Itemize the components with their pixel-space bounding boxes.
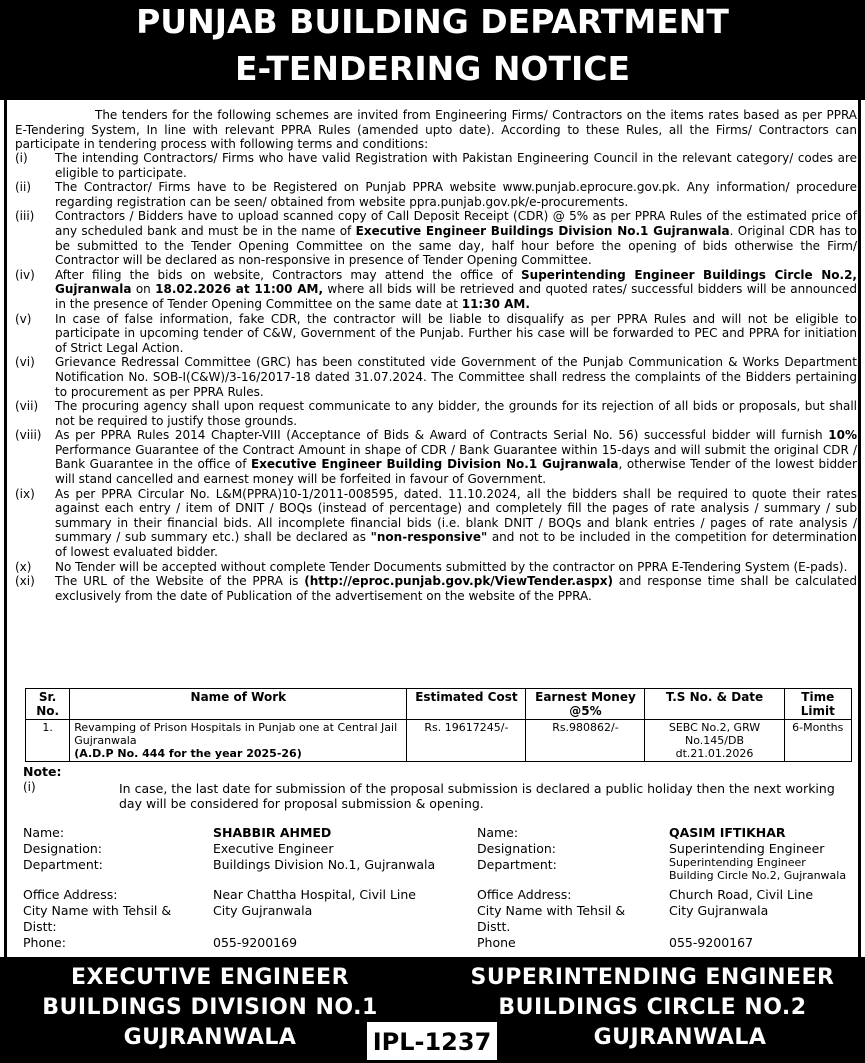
text-span: As per PPRA Circular No. L&M(PPRA)10-1/2011-008595, dated. 11.10.2024, all the bidders shall be required to quote their rates against each entry / item of DNIT / BOQs (instead of percentage) and completely fill the pages of rate analysis / summary / sub summary in their financial bids. All incomplete financial bids (i.e. blank DNIT / BOQs and blank entries / pages of rate analysis / summary / sub summary etc.) shall be declared as (55, 486, 857, 545)
condition-number: (x) (15, 559, 32, 574)
note-text: In case, the last date for submission of the proposal submission is declared a public holiday then the next working day will be considered for proposal submission & opening. (119, 781, 835, 811)
right-officer-name: QASIM IFTIKHAR (669, 825, 786, 840)
left-phone: 055-9200169 (213, 935, 298, 950)
right-city: City Gujranwala (669, 903, 769, 918)
label-phone: Phone (477, 935, 516, 950)
label-designation: Designation: (477, 841, 556, 856)
condition-item (15, 428, 857, 486)
url-link[interactable]: (http://eproc.punjab.gov.pk/ViewTender.aspx) (304, 574, 613, 589)
condition-number: (v) (15, 311, 32, 326)
condition-item (15, 574, 857, 603)
footer-left-line-2: BUILDINGS DIVISION NO.1 (42, 995, 378, 1020)
text-span: After filing the bids on website, Contractors may attend the office of (55, 267, 522, 282)
condition-text (55, 209, 857, 267)
label-office-address: Office Address: (477, 887, 572, 902)
left-city: City Gujranwala (213, 903, 313, 918)
notice-body (4, 100, 861, 957)
condition-number: (iv) (15, 267, 35, 282)
label-name: Name: (23, 825, 65, 840)
bold-span: Superintending Engineer Buildings Circle No.2, Gujranwala (55, 267, 857, 297)
header-ts-no-date: T.S No. & Date (645, 689, 784, 720)
notice-header (0, 0, 865, 100)
condition-number: (i) (15, 151, 28, 165)
label-distt: Distt. (477, 919, 511, 934)
text-span: Contractors / Bidders have to upload scanned copy of Call Deposit Receipt (CDR) @ 5% as per PPRA Rules of the estimated price of any scheduled bank and must be in the name of (55, 209, 857, 238)
header-time-limit: Time Limit (784, 689, 851, 720)
text-span: and response time shall be calculated exclusively from the date of Publication of the advertisement on the website of the PPRA. (55, 574, 857, 603)
text-span: on (131, 282, 156, 297)
condition-text (55, 487, 857, 560)
bold-span: Executive Engineer Buildings Division No.1 Gujranwala (355, 223, 730, 238)
text-span: As per PPRA Rules 2014 Chapter-VIII (Acceptance of Bids & Award of Contracts Serial No. 56) successful bidder will furnish (55, 428, 829, 443)
works-table (25, 688, 852, 762)
note-number: (i) (23, 780, 36, 794)
condition-text: The procuring agency shall upon request communicate to any bidder, the grounds for its rejection of all bids or proposals, but shall not be required to justify those grounds. (55, 399, 857, 428)
department-title: PUNJAB BUILDING DEPARTMENT (136, 2, 729, 41)
footer-left-line-1: EXECUTIVE ENGINEER (70, 965, 350, 990)
text-span: The URL of the Website of the PPRA is (55, 574, 305, 589)
adp-number: (A.D.P No. 444 for the year 2025-26) (74, 747, 302, 760)
footer-left-line-3: GUJRANWALA (123, 1025, 297, 1050)
left-officer-designation: Executive Engineer (213, 841, 334, 856)
condition-text: In case of false information, fake CDR, the contractor will be liable to disqualify as per PPRA Rules and will not be eligible to participate in upcoming tender of C&W, Government of the Punjab. Further his case will be forwarded to PEC and PPRA for initiation of Strict Legal Action. (55, 311, 857, 355)
bold-span: 10% (828, 428, 857, 443)
text-span: , otherwise Tender of the lowest bidder will stand cancelled and earnest money will be forfeited in favour of Government. (55, 457, 857, 487)
bold-span: 18.02.2026 at 11:00 AM, (155, 282, 324, 297)
label-phone: Phone: (23, 935, 66, 950)
notice-title: E-TENDERING NOTICE (234, 49, 631, 88)
condition-item (15, 399, 857, 428)
label-department: Department: (477, 857, 557, 872)
condition-text (55, 428, 857, 486)
cell-name-of-work (70, 720, 407, 762)
condition-item (15, 180, 857, 209)
table-row (26, 720, 852, 762)
condition-text: The Contractor/ Firms have to be Registered on Punjab PPRA website www.punjab.eprocure.gov.pk. Any information/ procedure regarding registration can be seen/ obtained from website ppra.punjab.gov.pk/e-procurements. (55, 180, 857, 209)
text-span: where all bids will be retrieved and quoted rates/ successful bidders will be announced in the presence of Tender Opening Committee on the same date at (55, 282, 857, 311)
condition-item (15, 355, 857, 399)
label-department: Department: (23, 857, 103, 872)
text-span: and not to be included in the competition for determination of lowest evaluated bidder. (55, 530, 857, 560)
cell-estimated-cost: Rs. 19617245/- (407, 720, 526, 762)
conditions-list (15, 151, 857, 603)
label-designation: Designation: (23, 841, 102, 856)
condition-text: Grievance Redressal Committee (GRC) has been constituted vide Government of the Punjab Communication & Works Department Notification No. SOB-I(C&W)/3-16/2017-18 dated 31.07.2024. The Committee shall redress the complaints of the Bidders pertaining to procurement as per PPRA Rules. (55, 355, 857, 399)
header-earnest-money: Earnest Money @5% (526, 689, 645, 720)
condition-item (15, 209, 857, 267)
label-city: City Name with Tehsil & (23, 903, 172, 918)
right-officer-designation: Superintending Engineer (669, 841, 825, 856)
right-signature-block (477, 825, 857, 955)
condition-text (55, 574, 857, 603)
condition-item (15, 312, 857, 356)
condition-text: No Tender will be accepted without complete Tender Documents submitted by the contractor on PPRA E-Tendering System (E-pads). (55, 559, 848, 574)
header-name-of-work: Name of Work (70, 689, 407, 720)
cell-earnest-money: Rs.980862/- (526, 720, 645, 762)
bold-span: 11:30 AM. (461, 296, 530, 311)
right-officer-department-1: Superintending Engineer (669, 856, 806, 869)
condition-item (15, 268, 857, 312)
header-sr-no: Sr. No. (26, 689, 70, 720)
work-name: Revamping of Prison Hospitals in Punjab one at Central Jail Gujranwala (74, 721, 398, 747)
condition-text: The intending Contractors/ Firms who have valid Registration with Pakistan Engineering Council in the relevant category/ codes are eligible to participate. (55, 151, 857, 180)
text-span: . Original CDR has to be submitted to the Tender Opening Committee on the same day, half hour before the opening of bids otherwise the Firm/ Contractor will be declared as non-responsive in presence of Tender Opening Committee. (55, 223, 857, 268)
condition-number: (vi) (15, 355, 35, 370)
label-city: City Name with Tehsil & (477, 903, 626, 918)
header-estimated-cost: Estimated Cost (407, 689, 526, 720)
label-office-address: Office Address: (23, 887, 118, 902)
left-officer-department: Buildings Division No.1, Gujranwala (213, 857, 436, 872)
condition-number: (viii) (15, 428, 42, 443)
cell-sr: 1. (26, 720, 70, 762)
condition-item (15, 487, 857, 560)
cell-ts-no-date: SEBC No.2, GRW No.145/DB dt.21.01.2026 (645, 720, 784, 762)
condition-number: (vii) (15, 399, 39, 414)
left-signature-block (23, 825, 463, 955)
note-heading: Note: (23, 764, 62, 779)
footer-right-line-1: SUPERINTENDING ENGINEER (470, 965, 835, 990)
table-header-row (26, 689, 852, 720)
cell-time-limit: 6-Months (784, 720, 851, 762)
right-office-address: Church Road, Civil Line (669, 887, 814, 902)
right-officer-department-2: Building Circle No.2, Gujranwala (669, 869, 847, 882)
condition-item (15, 560, 857, 575)
footer-right-line-3: GUJRANWALA (593, 1025, 767, 1050)
ipl-code-badge: IPL-1237 (367, 1022, 497, 1060)
condition-number: (iii) (15, 209, 35, 224)
condition-number: (xi) (15, 574, 35, 589)
intro-paragraph: The tenders for the following schemes are invited from Engineering Firms/ Contractors on the items rates based as per PPRA E-Tendering System, In line with relevant PPRA Rules (amended upto date). According to these Rules, all the Firms/ Contractors can participate in tendering process with following terms and conditions: (15, 108, 857, 152)
bold-span: "non-responsive" (370, 530, 488, 545)
bold-span: Executive Engineer Building Division No.1 Gujranwala (250, 457, 619, 472)
left-officer-name: SHABBIR AHMED (213, 825, 332, 840)
text-span: Performance Guarantee of the Contract Amount in shape of CDR / Bank Guarantee within 15-days and will submit the original CDR / Bank Guarantee in the office of (55, 442, 857, 472)
right-phone: 055-9200167 (669, 935, 754, 950)
condition-text (55, 268, 857, 312)
footer-right-line-2: BUILDINGS CIRCLE NO.2 (498, 995, 807, 1020)
left-office-address: Near Chattha Hospital, Civil Line (213, 887, 416, 902)
condition-number: (ix) (15, 486, 35, 501)
label-distt: Distt: (23, 919, 57, 934)
condition-item (15, 151, 857, 180)
label-name: Name: (477, 825, 519, 840)
condition-number: (ii) (15, 180, 32, 195)
